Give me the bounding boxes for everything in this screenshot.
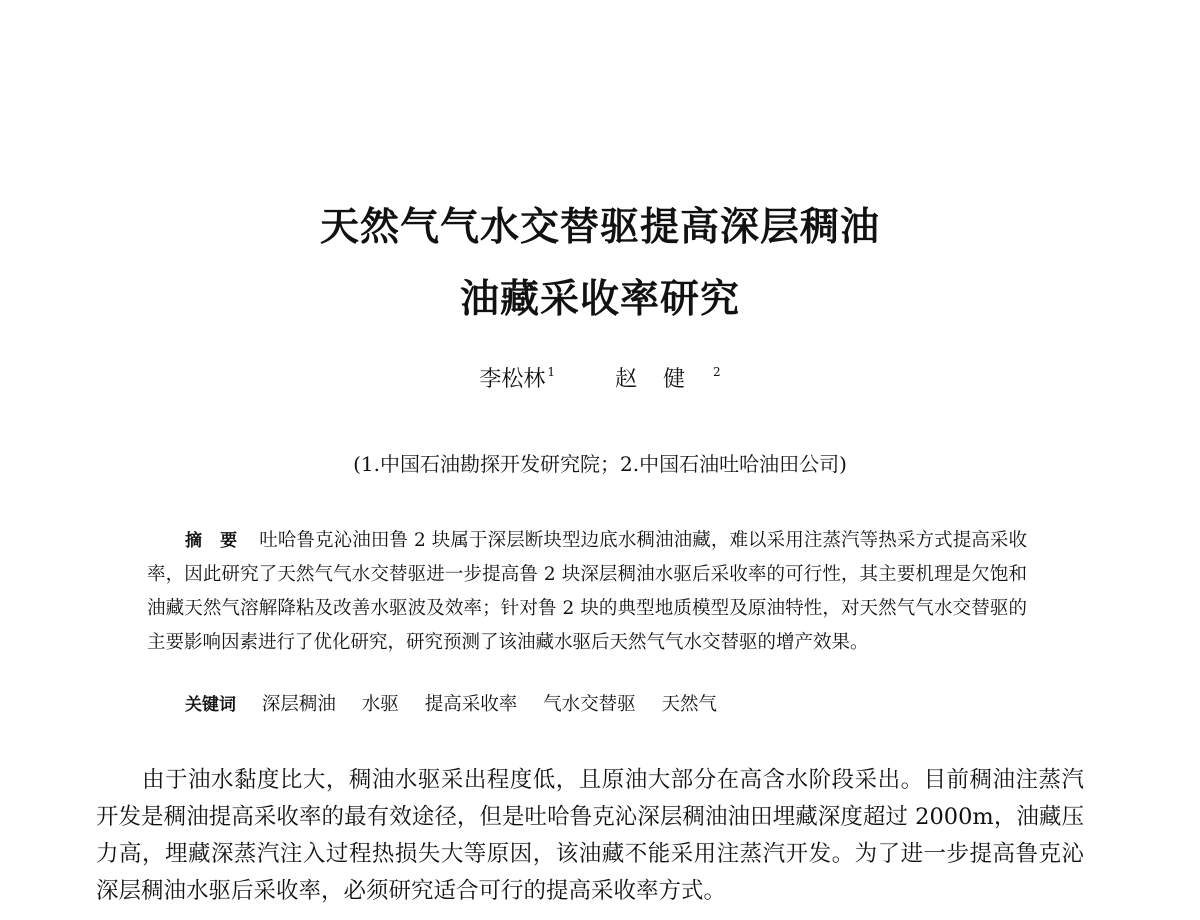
keyword: 深层稠油 xyxy=(261,694,336,715)
keyword: 提高采收率 xyxy=(424,694,518,715)
paper-title-line-2: 油藏采收率研究 xyxy=(459,277,740,322)
abstract xyxy=(147,524,1027,660)
keyword: 气水交替驱 xyxy=(543,694,636,715)
author-1-mark: 1 xyxy=(547,365,555,379)
author-1-name: 李松林 xyxy=(479,367,546,392)
author-1 xyxy=(479,362,555,393)
abstract-text: 吐哈鲁克沁油田鲁 2 块属于深层断块型边底水稠油油藏，难以采用注蒸汽等热采方式提高采收率，因此研究了天然气气水交替驱进一步提高鲁 2 块深层稠油水驱后采收率的可行性，其主要机理是欠饱和油藏天然气溶解降粘及改善水驱波及效率；针对鲁 2 块的典型地质模型及原油特性，对天然气气水交替驱的主要影响因素进行了优化研究，研究预测了该油藏水驱后天然气气水交替驱的增产效果。 xyxy=(147,530,1027,653)
body-paragraph: 由于油水黏度比大，稠油水驱采出程度低，且原油大部分在高含水阶段采出。目前稠油注蒸汽开发是稠油提高采收率的最有效途径，但是吐哈鲁克沁深层稠油油田埋藏深度超过 2000m，油藏压力高，埋藏深蒸汽注入过程热损失大等原因，该油藏不能采用注蒸汽开发。为了进一步提高鲁克沁深层稠油水驱后采收率，必须研究适合可行的提高采收率方式。 xyxy=(96,767,1084,904)
author-list xyxy=(0,362,1200,393)
keywords-label: 关键词 xyxy=(185,695,236,715)
author-2-name: 赵健 xyxy=(615,367,712,392)
paper-title-line-1: 天然气气水交替驱提高深层稠油 xyxy=(319,205,880,250)
abstract-label: 摘要 xyxy=(185,531,256,551)
author-2-mark: 2 xyxy=(713,365,721,379)
keyword: 水驱 xyxy=(361,694,399,715)
author-2 xyxy=(615,362,721,393)
keywords xyxy=(147,690,1027,720)
affiliations: (1.中国石油勘探开发研究院；2.中国石油吐哈油田公司) xyxy=(353,452,847,476)
keyword: 天然气 xyxy=(661,694,718,715)
